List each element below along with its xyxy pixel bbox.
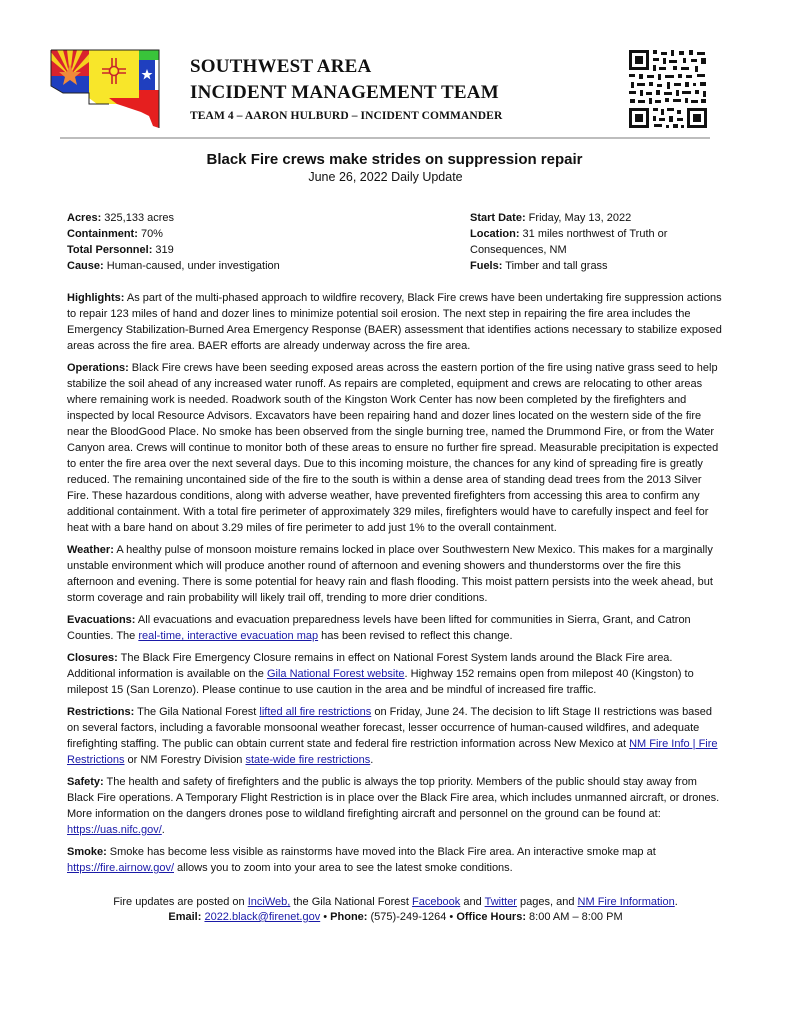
facebook-link[interactable]: Facebook [411, 896, 461, 908]
section-label: Operations: [67, 362, 129, 374]
section-smoke [67, 844, 723, 876]
section-text: The Gila National Forest [134, 706, 260, 718]
fire-airnow-link[interactable]: https://fire.airnow.gov/ [67, 862, 174, 874]
footer-text: Fire updates are posted on [113, 896, 248, 908]
headline [0, 151, 791, 168]
phone-value: (575)-249-1264 [367, 911, 447, 923]
statewide-fire-restrictions-link[interactable]: state-wide fire restrictions [245, 754, 371, 766]
fact-start-date [470, 210, 730, 226]
fact-value: Friday, May 13, 2022 [525, 212, 632, 224]
fact-total-personnel [67, 242, 397, 258]
section-text: or NM Forestry Division [124, 754, 246, 766]
fire-facts-right [470, 210, 730, 274]
inciweb-link[interactable]: InciWeb, [247, 896, 291, 908]
fact-value: Human-caused, under investigation [103, 260, 280, 272]
fact-containment [67, 226, 397, 242]
section-text: Black Fire crews have been seeding exposed areas across the eastern portion of the fire using native grass seed to help stabilize the soil ahead of any increased water runoff. As repairs are completed, equipment and crews are relocating to other areas where remaining work is needed. Roadwork south of the Kingston Work Center has now been completed by the firefighters and inspected by local Resource Advisors. Excavators have been repairing hand and dozer lines located on the western side of the fire near the BloodGood Place. No smoke has been observed from the single burning tree, named the Drummond Fire, or from the Water Canyon area. Crews will continue to monitor both of these areas to ensure no further fire spread. Measurable precipitation is expected to enter the fire area over the next several days. Due to this incoming moisture, the chances for any kind of spreading fire is greatly reduced. The remaining uncontained side of the fire to the south is within a dense area of standing dead trees from the 2013 Silver Fire. These hazardous conditions, along with adverse weather, have prevented firefighters from accessing this area to confirm any additional containment. With a total fire perimeter of approximately 329 miles, firefighters would have to carefully inspect and feel for heat with a bare hand on about 3.29 miles of fire perimeter to add just 1% to the overall containment. [67, 362, 719, 534]
update-body [67, 290, 723, 882]
fact-label: Location: [470, 228, 520, 240]
section-weather [67, 542, 723, 606]
footer-contact-line [0, 910, 791, 925]
lifted-fire-restrictions-link[interactable]: lifted all fire restrictions [259, 706, 372, 718]
section-text: . [370, 754, 374, 766]
section-text: has been revised to reflect this change. [318, 630, 513, 642]
footer-text: pages, and [516, 896, 578, 908]
phone-label: Phone: [330, 911, 368, 923]
twitter-link[interactable]: Twitter [484, 896, 517, 908]
org-name-line2: INCIDENT MANAGEMENT TEAM [190, 82, 499, 103]
fact-value: 325,133 acres [101, 212, 175, 224]
section-text: Smoke has become less visible as rainstorms have moved into the Black Fire area. An interactive smoke map at [106, 846, 656, 858]
headline-text: Black Fire crews make strides on suppression repair [206, 151, 583, 168]
footer-updates-line [0, 895, 791, 910]
fact-label: Containment: [67, 228, 138, 240]
email-link[interactable]: 2022.black@firenet.gov [204, 911, 321, 923]
email-label: Email: [168, 911, 202, 923]
section-text: All evacuations and evacuation preparedness levels have been lifted for communities in Sierra, Grant, and Catron Counties. The [67, 614, 691, 642]
section-evacuations [67, 612, 723, 644]
fire-facts-left [67, 210, 397, 274]
evacuation-map-link[interactable]: real-time, interactive evacuation map [138, 630, 319, 642]
office-hours-label: Office Hours: [456, 911, 526, 923]
nm-fire-info-restrictions-link[interactable]: NM Fire Info | Fire Restrictions [67, 738, 718, 766]
footer-text: the Gila National Forest [290, 896, 412, 908]
org-name-line1: SOUTHWEST AREA [190, 56, 372, 77]
section-text: The health and safety of firefighters and the public is always the top priority. Members of the public should stay away from Black Fire operations. A Temporary Flight Restriction is in place over the Black Fire area, which includes unmanned aircraft, or drones. More information on the dangers drones pose to wildland firefighting aircraft and personnel on the ground can be found at: [67, 776, 720, 820]
uas-nifc-link[interactable]: https://uas.nifc.gov/ [67, 824, 162, 836]
section-safety [67, 774, 723, 838]
section-label: Restrictions: [67, 706, 135, 718]
fact-label: Total Personnel: [67, 244, 153, 256]
fact-cause [67, 258, 397, 274]
contact-footer [0, 895, 791, 925]
header-divider [60, 137, 710, 139]
section-label: Safety: [67, 776, 104, 788]
qr-code-icon[interactable] [627, 48, 709, 130]
section-text: allows you to zoom into your area to see the latest smoke conditions. [174, 862, 513, 874]
fact-value: Timber and tall grass [502, 260, 608, 272]
team-commander-line: TEAM 4 – AARON HULBURD – INCIDENT COMMANDER [190, 110, 503, 122]
fact-label: Cause: [67, 260, 104, 272]
section-label: Highlights: [67, 292, 125, 304]
bullet-separator: • [320, 911, 331, 923]
section-text: As part of the multi-phased approach to wildfire recovery, Black Fire crews have been undertaking fire suppression actions to repair 123 miles of hand and dozer lines to minimize potential soil erosion. The next step in repairing the fire area includes the Emergency Stabilization-Burned Area Emergency Response (BAER) assessment that identifies actions necessary to stabilize exposed areas across the fire area. BAER efforts are already underway across the fire area. [67, 292, 722, 352]
fact-label: Fuels: [470, 260, 503, 272]
section-label: Weather: [67, 544, 114, 556]
section-highlights [67, 290, 723, 354]
section-closures [67, 650, 723, 698]
fact-acres [67, 210, 397, 226]
fact-fuels [470, 258, 730, 274]
fact-label: Start Date: [470, 212, 526, 224]
section-label: Evacuations: [67, 614, 136, 626]
section-text: . [161, 824, 165, 836]
bullet-separator: • [446, 911, 457, 923]
section-restrictions [67, 704, 723, 768]
gila-national-forest-website-link[interactable]: Gila National Forest website [266, 668, 405, 680]
section-text: A healthy pulse of monsoon moisture remains locked in place over Southwestern New Mexico. This makes for a marginally unstable environment which will produce another round of afternoon and evening showers and thunderstorms over the fire this afternoon and evening. There is some potential for heavy rain and flash flooding. This moist pattern persists into the week ahead, but storm coverage and rain probability will likely trail off, trending to more drier conditions. [67, 544, 713, 604]
section-text: on Friday, June 24. The decision to lift Stage II restrictions was based on several factors, including a favorable monsoonal weather forecast, lesser occurrence of human-caused wildfires, and adequate firefighting staffing. The public can obtain current state and federal fire restriction information across New Mexico at [67, 706, 713, 750]
southwest-area-logo-icon [49, 48, 167, 130]
fact-label: Acres: [67, 212, 102, 224]
nm-fire-information-link[interactable]: NM Fire Information [577, 896, 675, 908]
footer-text: and [460, 896, 485, 908]
section-label: Smoke: [67, 846, 107, 858]
update-date-text: June 26, 2022 Daily Update [308, 170, 463, 184]
update-date [0, 170, 791, 184]
fact-value: 31 miles northwest of Truth or Consequences, NM [470, 228, 668, 256]
fact-value: 70% [137, 228, 163, 240]
office-hours-value: 8:00 AM – 8:00 PM [526, 911, 623, 923]
section-text: The Black Fire Emergency Closure remains in effect on National Forest System lands around the Black Fire area. Additional information is available on the [67, 652, 673, 680]
footer-text: . [674, 896, 678, 908]
section-operations [67, 360, 723, 536]
organization-title [190, 55, 502, 124]
section-text: . Highway 152 remains open from milepost 40 (Kingston) to milepost 15 (San Lorenzo). Please continue to use caution in the area and be mindful of increased fire traffic. [67, 668, 694, 696]
fact-value: 319 [152, 244, 174, 256]
fact-location [470, 226, 730, 258]
section-label: Closures: [67, 652, 118, 664]
